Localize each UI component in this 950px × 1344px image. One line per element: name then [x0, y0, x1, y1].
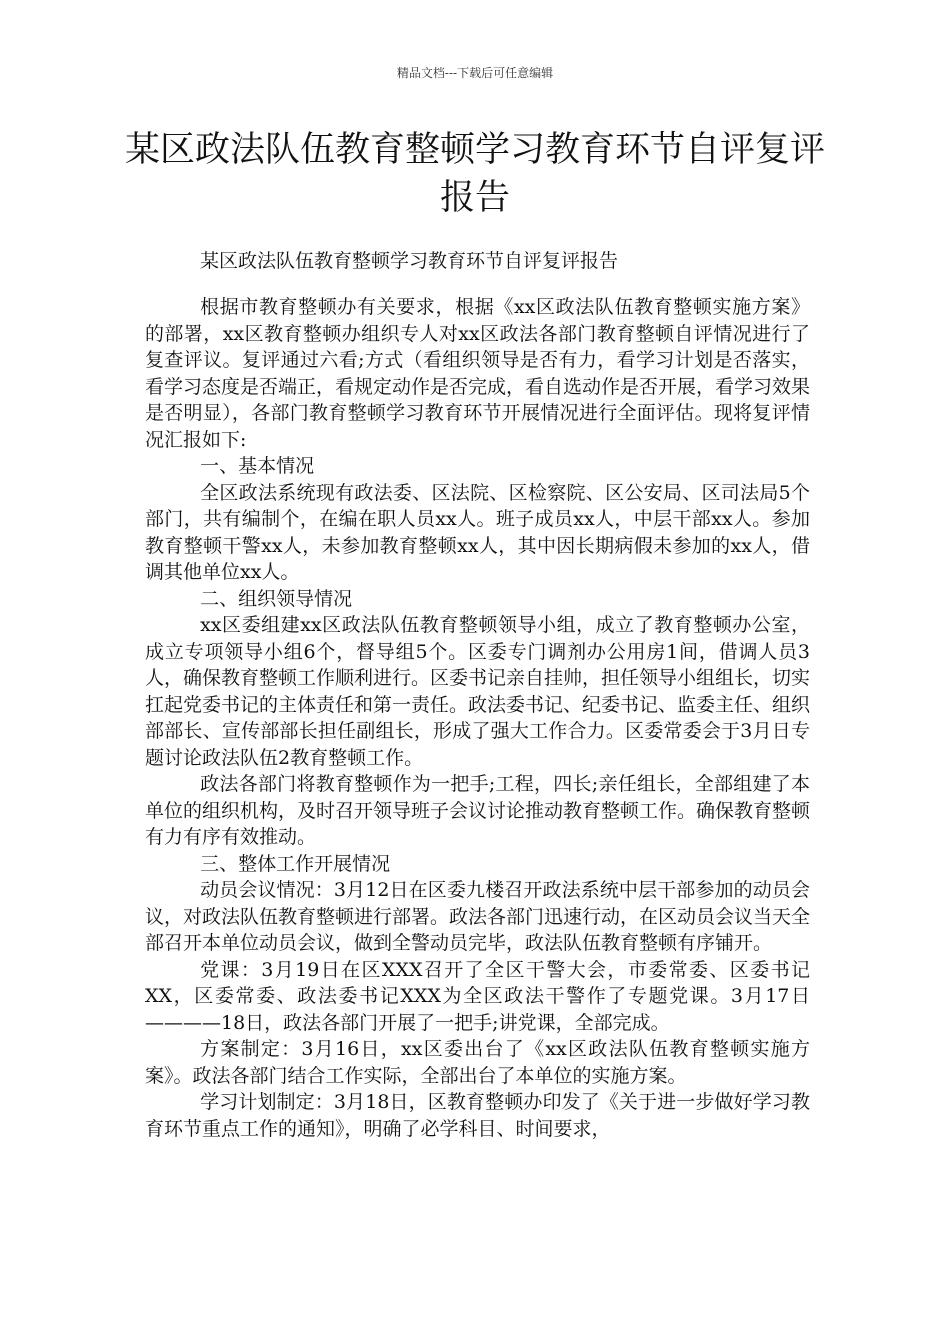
document-subtitle: 某区政法队伍教育整顿学习教育环节自评复评报告: [200, 250, 619, 272]
paragraph-plan: 方案制定：3月16日，xx区委出台了《xx区政法队伍教育整顿实施方案》。政法各部门结合工作实际，全部出台了本单位的实施方案。: [145, 1038, 810, 1087]
paragraph-departments: 政法各部门将教育整顿作为一把手;工程，四长;亲任组长，全部组建了本单位的组织机构，及时召开领导班子会议讨论推动教育整顿工作。确保教育整顿有力有序有效推动。: [145, 773, 811, 848]
document-title: 某区政法队伍教育整顿学习教育环节自评复评报告: [124, 130, 825, 218]
paragraph-study-plan: 学习计划制定：3月18日，区教育整顿办印发了《关于进一步做好学习教育环节重点工作的通知》，明确了必学科目、时间要求，: [145, 1091, 810, 1140]
paragraph-basic: 全区政法系统现有政法委、区法院、区检察院、区公安局、区司法局5个部门，共有编制个，在编在职人员xx人。班子成员xx人，中层干部xx人。参加教育整顿干警xx人，未参加教育整顿xx人，其中因长期病假未参加的xx人，借调其他单位xx人。: [145, 481, 810, 583]
paragraph-intro: 根据市教育整顿办有关要求，根据《xx区政法队伍教育整顿实施方案》的部署，xx区教育整顿办组织专人对xx区政法各部门教育整顿自评情况进行了复查评议。复评通过六看;方式（看组织领导是否有力，看学习计划是否落实，看学习态度是否端正，看规定动作是否完成，看自选动作是否开展，看学习效果是否明显），各部门教育整顿学习教育环节开展情况进行全面评估。现将复评情况汇报如下:: [145, 296, 811, 451]
section-heading-overall: 三、整体工作开展情况: [200, 852, 391, 875]
page-header: 精品文档---下载后可任意编辑: [396, 66, 554, 80]
paragraph-leadership: xx区委组建xx区政法队伍教育整顿领导小组，成立了教育整顿办公室，成立专项领导小组6个，督导组5个。区委专门调剂办公用房1间，借调人员3人，确保教育整顿工作顺利进行。区委书记亲自挂帅，担任领导小组组长，切实扛起党委书记的主体责任和第一责任。政法委书记、纪委书记、监委主任、组织部部长、宣传部部长担任副组长，形成了强大工作合力。区委常委会于3月日专题讨论政法队伍2教育整顿工作。: [145, 614, 811, 769]
paragraph-party-lecture: 党课：3月19日在区XXX召开了全区干警大会，市委常委、区委书记XX，区委常委、政法委书记XXX为全区政法干警作了专题党课。3月17日————18日，政法各部门开展了一把手;讲党课，全部完成。: [145, 958, 810, 1034]
paragraph-mobilization: 动员会议情况：3月12日在区委九楼召开政法系统中层干部参加的动员会议，对政法队伍教育整顿进行部署。政法各部门迅速行动，在区动员会议当天全部召开本单位动员会议，做到全警动员完毕，政法队伍教育整顿有序铺开。: [145, 879, 811, 954]
section-heading-basic: 一、基本情况: [200, 455, 315, 477]
section-heading-leadership: 二、组织领导情况: [200, 587, 353, 610]
document-body: [145, 294, 810, 1142]
